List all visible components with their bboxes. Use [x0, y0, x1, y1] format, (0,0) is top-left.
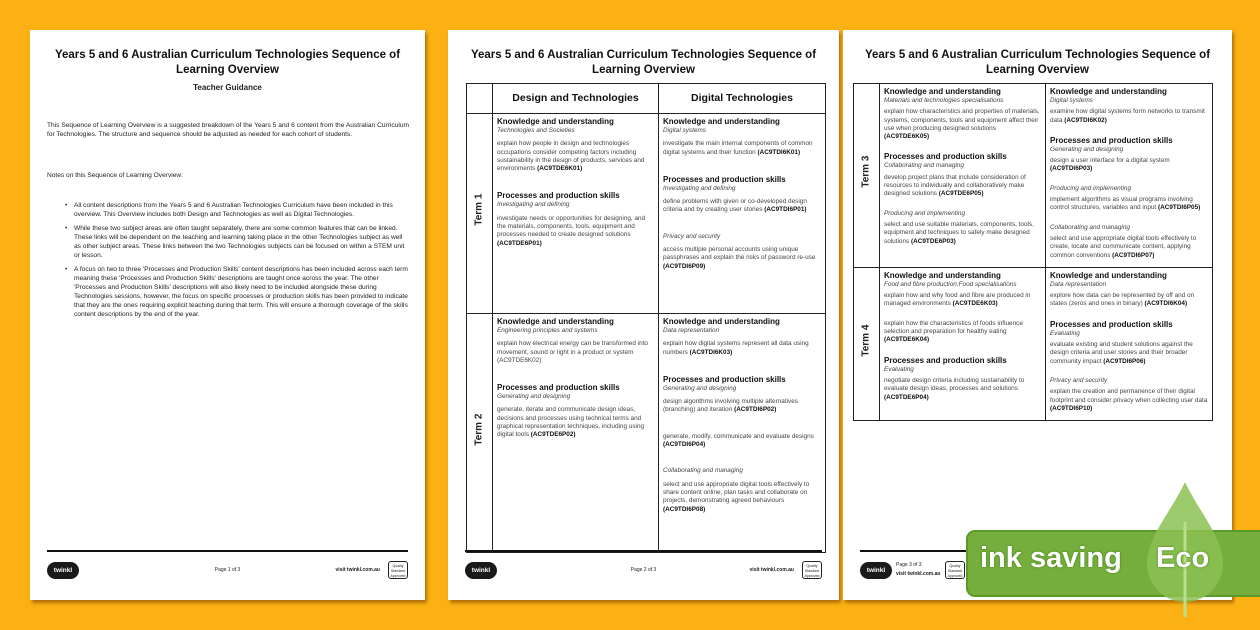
content-code: (AC9TDE6K04): [884, 336, 930, 344]
column-header-digital: Digital Technologies: [659, 84, 826, 114]
content-code: (AC9TDI6P07): [1112, 251, 1155, 259]
content-description: [1050, 388, 1208, 413]
content-description: [497, 215, 654, 248]
strand-heading: Knowledge and understanding: [1050, 270, 1167, 280]
description-text: implement algorithms as visual programs involving control structures, variables and input: [1050, 196, 1193, 212]
content-code: (AC9TDI6P02): [734, 406, 777, 414]
sub-strand: Materials and technologies specialisations: [884, 97, 1004, 104]
content-code: (AC9TDI6P08): [663, 505, 706, 513]
sub-strand: Privacy and security: [663, 232, 721, 240]
sub-strand: Digital systems: [663, 127, 706, 134]
strand-heading: Processes and production skills: [663, 374, 786, 384]
content-code: (AC9TDI6P06): [1103, 357, 1146, 365]
page-1: [30, 30, 425, 600]
description-text: explain how people in design and technologies occupations consider competing factors including sustainability in the design of products, services and environments: [497, 140, 645, 173]
digital-technologies-cell: [1046, 84, 1213, 268]
page-footer: [47, 550, 408, 590]
spacer: [884, 349, 1041, 356]
description-text: design a user interface for a digital system: [1050, 157, 1170, 165]
term-label: Term 3: [860, 155, 872, 188]
content-description: [1050, 196, 1208, 213]
term-label: Term 1: [473, 193, 485, 226]
note-item: • While these two subject areas are often taught separately, there are some common features that can be linked. These links will be dependent on the teaching and learning taking place in the other Technologies subject as well as other subject areas. These links between the two Technologies subjects can be focused on within a STEM unit or lesson.: [74, 224, 409, 260]
sub-strand: Digital systems: [1050, 97, 1093, 104]
sub-strand: Collaborating and managing: [663, 467, 743, 475]
term-cell: [467, 114, 493, 314]
term-label: Term 4: [860, 324, 872, 357]
strand-heading: Processes and production skills: [884, 152, 1007, 162]
spacer: [1050, 129, 1208, 136]
content-description: [884, 108, 1041, 141]
description-text: explain the creation and permanence of their digital footprint and consider privacy when collecting user data: [1050, 388, 1208, 404]
description-text: access multiple personal accounts using unique passphrases and explain the risks of password re-use: [663, 246, 816, 262]
sub-strand: Collaborating and managing: [884, 162, 964, 170]
strand-heading: Processes and production skills: [497, 383, 620, 393]
content-description: [663, 140, 821, 157]
notes-heading: Notes on this Sequence of Learning Overview:: [47, 172, 183, 179]
description-text: design algorithms involving multiple alternatives (branching) and iteration: [663, 398, 798, 414]
design-technologies-cell: [493, 114, 659, 314]
spacer: [663, 361, 821, 375]
design-technologies-cell: [880, 84, 1046, 268]
quality-badge-icon: Quality Standard Approved: [945, 561, 965, 579]
content-code: (AC9TDI6P04): [663, 441, 706, 449]
strand-heading: Knowledge and understanding: [1050, 87, 1167, 96]
content-code: (AC9TDI6K04): [1144, 300, 1188, 308]
spacer: [497, 177, 654, 191]
quality-badge-icon: Quality Standard Approved: [388, 561, 408, 579]
note-item: • All content descriptions from the Years 5 and 6 Australian Technologies Curriculum have been included in this overview. This Overview includes both Design and Technologies as well as Digital Technologies.: [74, 201, 409, 219]
sub-strand: Collaborating and managing: [1050, 223, 1130, 231]
subtitle: Teacher Guidance: [193, 83, 262, 92]
content-code: (AC9TDE6P02): [530, 431, 576, 439]
description-text: explore how data can be represented by off and on states (zeros and ones in binary): [1050, 292, 1195, 308]
content-description: [1050, 108, 1208, 125]
sub-strand: Generating and designing: [663, 384, 737, 392]
content-description: [1050, 341, 1208, 366]
spacer: [497, 369, 654, 383]
term-cell: [854, 84, 880, 268]
page-number: Page 3 of 3: [896, 562, 922, 568]
content-code: (AC9TDE6P04): [884, 393, 929, 401]
page-number: Page 2 of 3: [630, 567, 657, 573]
spacer: [663, 219, 821, 233]
term-label: Term 2: [473, 413, 485, 446]
content-description: [663, 246, 821, 271]
content-description: [884, 221, 1041, 246]
spacer: [1050, 217, 1208, 224]
description-text: define problems with given or co-developed design criteria and by creating user stories: [663, 198, 807, 214]
term-cell: [467, 314, 493, 553]
strand-heading: Knowledge and understanding: [663, 317, 780, 326]
page-2: [448, 30, 839, 600]
eco-label: Eco: [1156, 542, 1210, 574]
strand-heading: Processes and production skills: [497, 191, 620, 201]
content-description: [1050, 235, 1208, 260]
document-title: Years 5 and 6 Australian Curriculum Technologies Sequence of Learning Overview: [470, 49, 817, 76]
strand-heading: Knowledge and understanding: [497, 317, 614, 326]
content-code: (AC9TDI6P05): [1158, 204, 1201, 212]
sub-strand: Generating and designing: [1050, 145, 1124, 153]
content-code: (AC9TDI6K02): [1064, 116, 1107, 124]
strand-heading: Knowledge and understanding: [884, 87, 1001, 96]
description-text: generate, modify, communicate and evaluate designs: [663, 432, 814, 440]
twinkl-logo: twinkl: [465, 562, 497, 579]
strand-heading: Knowledge and understanding: [497, 117, 614, 126]
content-code: (AC9TDI6K03): [689, 348, 733, 356]
content-code: (AC9TDI6P01): [764, 206, 807, 214]
sub-strand: Evaluating: [884, 365, 914, 373]
strand-heading: Processes and production skills: [884, 355, 1007, 365]
description-text: select and use appropriate digital tools effectively to create, locate and communicate content, applying common conventions: [1050, 234, 1197, 259]
sub-strand: Data representation: [1050, 280, 1107, 288]
term-cell: [854, 267, 880, 420]
content-code: (AC9TDE6P05): [938, 190, 984, 198]
site-link[interactable]: visit twinkl.com.au: [335, 567, 380, 573]
spacer: [884, 145, 1041, 152]
description-text: explain how digital systems represent all data using numbers: [663, 340, 809, 356]
content-code: (AC9TDI6P10): [1050, 404, 1093, 412]
content-code: (AC9TDI6K01): [757, 148, 801, 156]
page-number: Page 1 of 3: [214, 567, 241, 573]
description-text: examine how digital systems form networks to transmit data: [1050, 108, 1205, 124]
strand-heading: Processes and production skills: [1050, 135, 1173, 145]
strand-heading: Processes and production skills: [663, 174, 786, 184]
sub-strand: Investigating and defining: [497, 201, 570, 209]
sub-strand: Producing and implementing: [884, 209, 965, 217]
content-code: (AC9TDI6P09): [663, 262, 706, 270]
sub-strand: Producing and implementing: [1050, 184, 1131, 192]
site-link[interactable]: visit twinkl.com.au: [749, 567, 794, 573]
description-text: negotiate design criteria including sustainability to evaluate design ideas, processes and solutions: [884, 376, 1025, 393]
description-text: develop project plans that include consideration of resources to individually and collaboratively make designed solutions: [884, 173, 1026, 198]
content-description: [884, 377, 1041, 402]
document-title: Years 5 and 6 Australian Curriculum Technologies Sequence of Learning Overview: [864, 49, 1211, 76]
twinkl-logo: twinkl: [860, 562, 892, 579]
quality-badge-icon: Quality Standard Approved: [802, 561, 822, 579]
twinkl-logo: twinkl: [47, 562, 79, 579]
content-description: [663, 433, 821, 450]
spacer: [1050, 178, 1208, 185]
content-description: [497, 406, 654, 439]
sub-strand: Investigating and defining: [663, 184, 736, 192]
content-description: [884, 292, 1041, 309]
spacer: [884, 313, 1041, 320]
content-description: [497, 140, 654, 173]
content-code: (AC9TDE6K03): [952, 300, 998, 308]
description-text: generate, iterate and communicate design ideas, decisions and processes using technical terms and graphical representation techniques, including using digital tools: [497, 406, 645, 439]
sub-strand: Food and fibre production;Food specialisations: [884, 280, 1017, 288]
spacer: [663, 419, 821, 433]
note-item: • A focus on two to three 'Processes and Production Skills' content descriptions has been included across each term meaning these 'Processes and Production Skills' descriptions are taught once across the year. The other 'Processes and Production Skills' descriptions will also likely need to be included alongside these during Technologies sessions, however, the focus on specific processes or production skills has been provided to indicate that they are the ones requiring explicit teaching during that term. This will ensure a thorough coverage of the skills content descriptions by the end of the year.: [74, 265, 409, 319]
description-text: select and use appropriate digital tools effectively to share content online, plan tasks and collaborate on projects, demonstrating agreed behaviours: [663, 480, 810, 505]
description-text: explain how characteristics and properties of materials, systems, components, tools and equipment affect their use when producing designed solutions: [884, 108, 1040, 132]
description-text: investigate the main internal components of common digital systems and their function: [663, 140, 813, 156]
content-description: [663, 398, 821, 415]
content-description: [884, 320, 1041, 345]
content-description: [663, 481, 821, 514]
content-description: [1050, 292, 1208, 309]
spacer: [1050, 313, 1208, 320]
design-technologies-cell: [493, 314, 659, 553]
content-description: [884, 174, 1041, 199]
content-description: [1050, 157, 1208, 174]
content-code: (AC9TDE6P03): [911, 237, 956, 245]
spacer: [1050, 370, 1208, 377]
description-text: investigate needs or opportunities for designing, and the materials, components, tools, equipment and processes needed to create designed solutions: [497, 214, 646, 239]
page-footer: [465, 550, 822, 590]
digital-technologies-cell: [659, 314, 826, 553]
content-code: (AC9TDE6P01): [497, 239, 542, 247]
column-header-design: Design and Technologies: [493, 84, 659, 114]
sequence-table-terms-1-2: [466, 83, 826, 553]
strand-heading: Processes and production skills: [1050, 319, 1173, 329]
spacer: [884, 203, 1041, 210]
sub-strand: Data representation: [663, 327, 720, 334]
sequence-table-terms-3-4: [853, 83, 1213, 421]
content-description: [663, 340, 821, 357]
intro-paragraph: This Sequence of Learning Overview is a suggested breakdown of the Years 5 and 6 content from the Australian Curriculum for Technologies. The structure and sequence should be adjusted as needed for each cohort of students.: [47, 122, 409, 138]
sub-strand: Technologies and Societies: [497, 127, 575, 134]
ink-saving-text: ink saving: [980, 542, 1122, 574]
content-description: [497, 340, 654, 365]
description-text: explain how electrical energy can be transformed into movement, sound or light in a product or system (AC9TDE6K02): [497, 340, 648, 364]
description-text: explain how and why food and fibre are produced in managed environments: [884, 292, 1031, 308]
content-description: [663, 198, 821, 215]
spacer: [663, 161, 821, 175]
sub-strand: Privacy and security: [1050, 376, 1108, 384]
document-title: Years 5 and 6 Australian Curriculum Technologies Sequence of Learning Overview: [54, 49, 401, 76]
strand-heading: Knowledge and understanding: [663, 117, 780, 126]
strand-heading: Knowledge and understanding: [884, 270, 1001, 280]
content-code: (AC9TDE6K05): [884, 133, 930, 141]
digital-technologies-cell: [1046, 267, 1213, 420]
description-text: evaluate existing and student solutions against the design criteria and user stories and their broader community impact: [1050, 341, 1193, 365]
sub-strand: Generating and designing: [497, 393, 571, 401]
sub-strand: Engineering principles and systems: [497, 327, 598, 334]
content-code: (AC9TDE6K01): [537, 165, 583, 173]
description-text: explain how the characteristics of foods influence selection and preparation for healthy eating: [884, 319, 1023, 336]
design-technologies-cell: [880, 267, 1046, 420]
sub-strand: Evaluating: [1050, 329, 1080, 337]
description-text: select and use suitable materials, components, tools, equipment and techniques to safely make designed solutions: [884, 220, 1034, 245]
site-link[interactable]: visit twinkl.com.au: [896, 571, 941, 577]
digital-technologies-cell: [659, 114, 826, 314]
notes-list: [74, 201, 409, 324]
spacer: [663, 453, 821, 467]
content-code: (AC9TDI6P03): [1050, 165, 1093, 173]
